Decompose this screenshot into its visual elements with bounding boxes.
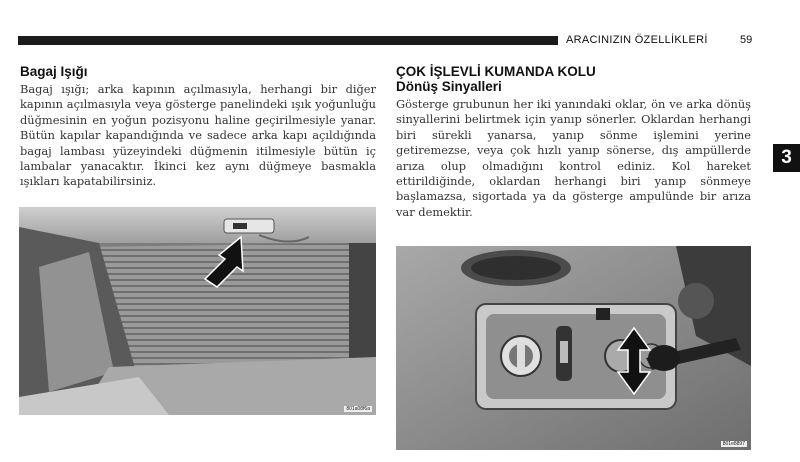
trunk-light-illustration [19, 207, 376, 415]
turn-signals-subheading: Dönüş Sinyalleri [396, 79, 502, 94]
trunk-light-text: Bagaj ışığı; arka kapının açılmasıyla, herhangi bir diğer kapının açılmasıyla veya gösterge panelindeki ışık yoğunluğu düğmesinin en yoğun pozisyonu haline geçirilmesiyle yanar. Bütün kapılar kapandığında ve sadece arka kapı açıldığında bagaj lambası yüzeyindeki düğmenin itilmesiyle bütün iç lambalar yanacaktır. İkinci kez aynı düğmeye basmakla ışıkları kapatabilirsiniz. [20, 82, 376, 189]
trunk-light-heading: Bagaj Işığı [20, 64, 88, 79]
right-column [396, 64, 751, 220]
header-section-title: ARACINIZIN ÖZELLİKLERİ [566, 34, 708, 46]
multifunction-lever-heading: ÇOK İŞLEVLİ KUMANDA KOLU [396, 64, 596, 79]
chapter-tab: 3 [773, 144, 800, 172]
trunk-light-photo [19, 207, 376, 415]
figure-code-right: 801e8897 [722, 441, 745, 447]
figure-code-left: 801a08f6a [346, 406, 370, 412]
page-number: 59 [740, 34, 753, 46]
multifunction-lever-illustration [396, 246, 751, 450]
left-column [20, 64, 376, 190]
turn-signals-text: Gösterge grubunun her iki yanındaki oklar, ön ve arka dönüş sinyallerini belirtmek için yanıp sönerler. Oklardan herhangi biri sürekli yanarsa, yanıp sönme işlemini yerine getiremezse, veya çok hızlı yanıp sönerse, dış ampüllerde arıza olup olmadığını kontrol ediniz. Kol hareket ettirildiğinde, oklardan herhangi biri yanıp sönmeye başlamazsa, sigortada ya da gösterge ampulünde bir arıza var demektir. [396, 97, 751, 219]
multifunction-lever-photo [396, 246, 751, 450]
header-rule [18, 36, 558, 45]
